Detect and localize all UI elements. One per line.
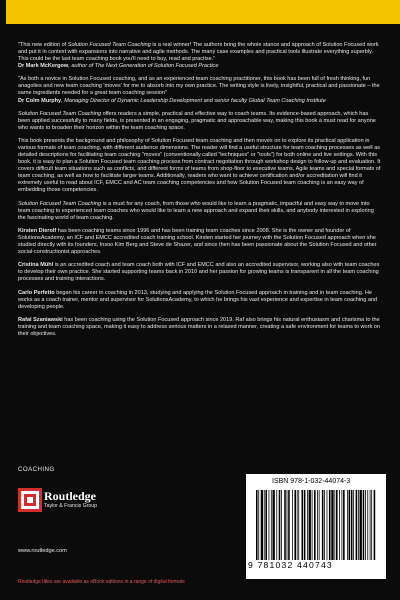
barcode-bar [322, 490, 324, 560]
barcode-bar [317, 490, 318, 560]
description-paragraph-3: Solution Focused Team Coaching is a must for any coach, from those who would like to learn a pragmatic, impactful and easy way to move into team coaching to experienced team coaches who would like to learn a new approach and expand their skills, and anybody interested in exploring the fascinating world of team coaching. [18, 200, 374, 221]
barcode-bar [353, 490, 354, 560]
barcode-bar [334, 490, 335, 560]
endorsement-2 [18, 76, 382, 104]
endorsement-quote: "As both a novice in Solution Focused coaching, and as an experienced team coaching practitioner, this book has been full of fresh thinking, fun anagolies and new team coaching 'moves' for me to absorb into my own practice. The writing style is lively, insightful, practical and passionate – the same ingredients needed for a great team coaching session" [18, 76, 380, 97]
barcode-bar [264, 490, 265, 560]
barcode-bar [371, 490, 372, 560]
barcode-bar [374, 490, 376, 560]
barcode-bar [284, 490, 286, 560]
barcode-bar [287, 490, 288, 560]
barcode-bar [304, 490, 306, 560]
barcode-bar [327, 490, 328, 560]
barcode-bar [336, 490, 338, 560]
barcode-bar [360, 490, 362, 560]
barcode-bar [307, 490, 308, 560]
barcode-bar [331, 490, 333, 560]
barcode-bars [256, 490, 376, 560]
barcode-bar [256, 490, 258, 560]
barcode-bar [276, 490, 277, 560]
endorsement-1 [18, 42, 382, 70]
endorsement-attribution: Dr Colm Murphy, Managing Director of Dynamic Leadership Development and senior faculty Global Team Coaching Institute [18, 97, 326, 104]
barcode-bar [347, 490, 348, 560]
barcode-bar [269, 490, 270, 560]
routledge-logo-icon [18, 488, 42, 512]
ebook-note: Routledge titles are available as eBook editions in a range of digital formats [18, 579, 185, 585]
barcode-bar [272, 490, 274, 560]
endorsement-attribution: Dr Mark McKergow, author of The Next Generation of Solution Focused Practice [18, 63, 219, 70]
author-bio-1: Kirsten Dierolf has been coaching teams since 1996 and has been training team coaches since 2008. She is the owner and founder of SolutionsAcademy, an ICF and EMCC accredited coach training school. Kirsten started her journey with the Solution Focused approach when she studied directly with its founders, Insoo Kim Berg and Steve de Shazer, and since then has been passionate about the Solution Focused and other social-constructionist approaches. [18, 227, 377, 256]
author-bio-3: Carlo Perfetto began his career in coaching in 2013, studying and applying the Solution Focused approach in training and in team coaching. He works as a coach trainer, mentor and supervisor for SolutionsAcademy, to which he brings his vast experience and expertise in team coaching and developing people. [18, 289, 378, 310]
publisher-group: Taylor & Francis Group [44, 503, 98, 509]
barcode-bar [324, 490, 325, 560]
barcode-bar [314, 490, 316, 560]
barcode-bar [271, 490, 272, 560]
author-bio-2: Cristina Mühl is an accredited coach and team coach both with ICF and EMCC and also an accredited supervisor, working also with team coaches to develop their own practice. She started supporting teams back in 2010 and her passion for growing teams is transparent in all the team coaching processes and training interactions. [18, 262, 380, 283]
barcode-bar [292, 490, 293, 560]
description-paragraph-1: Solution Focused Team Coaching offers readers a simple, practical and effective way to coach teams. Its evidence-based approach, which has been applied successfully to many fields, is presented in an engaging, pragmatic and approachable way, making this book a must read for anyone who wants to broaden their horizon within the team coaching space. [18, 110, 376, 131]
barcode-bar [309, 490, 311, 560]
barcode-bar [298, 490, 299, 560]
barcode-bar [349, 490, 351, 560]
barcode-bar [258, 490, 259, 560]
yellow-stripe [6, 0, 400, 24]
barcode-bar [341, 490, 342, 560]
publisher-block [18, 486, 138, 526]
barcode-bar [279, 490, 281, 560]
barcode-bar [343, 490, 345, 560]
barcode-bar [367, 490, 368, 560]
barcode-bar [261, 490, 263, 560]
barcode-bar [370, 490, 371, 560]
barcode-bar [351, 490, 353, 560]
author-bio-4: Rafal Szaniawski has been coaching using the Solution Focused approach since 2019. Raf also brings his natural enthusiasm and charisma to the training and team coaching space, making it easy to address serious matters in a relaxed manner, creating a safe environment for teams to work on their objectives. [18, 317, 380, 338]
publisher-website: www.routledge.com [18, 548, 67, 554]
barcode-bar [358, 490, 359, 560]
barcode-bar [356, 490, 358, 560]
barcode-bar [294, 490, 296, 560]
barcode-bar [339, 490, 340, 560]
isbn-label: ISBN 978-1-032-44074-3 [272, 478, 351, 485]
barcode-bar [365, 490, 366, 560]
barcode-digits: 9 781032 440743 [248, 560, 333, 570]
barcode-bar [312, 490, 313, 560]
isbn-barcode [246, 474, 386, 579]
description-paragraph-2: This book presents the background and philosophy of Solution Focused team coaching and then moves on to explore its practical application in various formats of team coaching, with different audience dimensions. The reader will find a useful structure for team coaching processes as well as detailed descriptions for facilitating team coaching "moves" (conventionally called "techniques" or "tools") for both online and live settings. With this book, it is easy to plan a Solution Focused team coaching process from contract negotiation through workshop design to follow-up and evaluation. It covers difficult team situations such as conflicts, and different forms of teams from shop-floor to executive teams, Agile teams and special formats of team coaching, as well as how to facilitate larger teams. Additionally, readers who want to achieve certification and/or accreditation will find it extremely useful to read about ICF, EMCC and AC team coaching competencies and how Solution Focused team coaching is an easy way of embedding those competencies. [18, 138, 381, 194]
barcode-bar [288, 490, 290, 560]
barcode-bar [363, 490, 365, 560]
top-band [0, 0, 400, 34]
barcode-bar [281, 490, 282, 560]
publisher-name: Routledge [44, 489, 96, 503]
barcode-bar [319, 490, 320, 560]
barcode-bar [329, 490, 331, 560]
category-label: COACHING [18, 466, 55, 473]
barcode-bar [265, 490, 267, 560]
endorsement-quote: "This new edition of Solution Focused Team Coaching is a real winner! The authors bring the whole stance and approach of Solution Focused work and put it in context with expansions into narrative and agile methods. The many case examples and practical tools illustrate everything superbly. This could be the last team coaching book you'll need to buy, read and practise." [18, 42, 379, 63]
barcode-bar [301, 490, 303, 560]
back-cover-text [18, 42, 382, 344]
barcode-bar [297, 490, 298, 560]
